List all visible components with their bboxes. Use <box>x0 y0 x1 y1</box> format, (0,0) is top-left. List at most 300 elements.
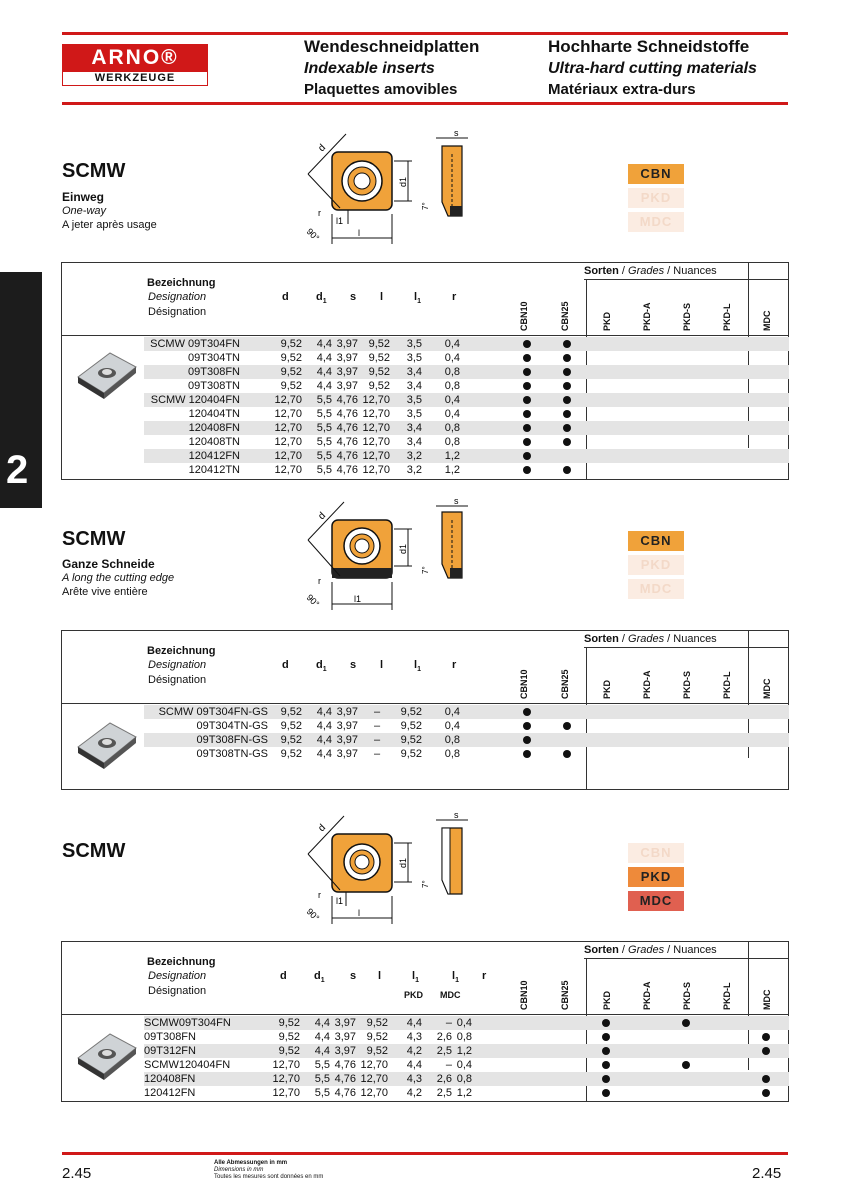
cell-s: 4,76 <box>336 422 358 434</box>
cell-l: 9,52 <box>366 1017 388 1029</box>
sec3-header-rule <box>62 1014 788 1015</box>
s3-badge-mdc: MDC <box>628 891 684 911</box>
cell-r: 0,8 <box>444 366 460 378</box>
cell-s: 3,97 <box>334 1045 356 1057</box>
s3-dim-l1: l1 <box>336 896 344 906</box>
cell-l: 12,70 <box>360 1073 388 1085</box>
table-row <box>144 435 789 449</box>
grade-dot-cbn10 <box>523 708 531 716</box>
cell-r: 0,4 <box>444 338 460 350</box>
col-subscript: 1 <box>322 666 327 674</box>
section1-title: SCMW <box>62 160 126 182</box>
grade-dot-cbn10 <box>523 466 531 474</box>
sec3-grade-pkd-s: PKD-S <box>682 981 692 1010</box>
sorten-de: Sorten <box>584 944 619 956</box>
logo-subtitle: WERKZEUGE <box>62 71 208 86</box>
sec1-col-l1: $l_1$ <box>414 291 421 306</box>
grade-dot-cbn10 <box>523 368 531 376</box>
chapter-number: 2 <box>6 448 29 492</box>
grade-dot-pkd <box>602 1047 610 1055</box>
sec1-grade-cbn25: CBN25 <box>560 301 570 331</box>
cell-d: 9,52 <box>280 352 302 364</box>
cell-l1pkd: 4,3 <box>406 1031 422 1043</box>
cell-d: 12,70 <box>274 394 302 406</box>
sec2-grade-pkd-s: PKD-S <box>682 670 692 699</box>
cell-l1: 3,5 <box>406 394 422 406</box>
s1-angle-90: 90° <box>304 226 322 244</box>
cell-l1: 3,4 <box>406 422 422 434</box>
section3-table <box>61 941 789 1102</box>
cell-l: 12,70 <box>362 436 390 448</box>
cell-l: 9,52 <box>366 1045 388 1057</box>
s1-dim-s: s <box>454 128 459 138</box>
cell-l: 12,70 <box>362 408 390 420</box>
cell-d: 9,52 <box>280 706 302 718</box>
cell-l1: 3,5 <box>406 338 422 350</box>
s2-badge-mdc: MDC <box>628 579 684 599</box>
table-row <box>144 1058 789 1072</box>
s1-dim-l1: l1 <box>336 216 344 226</box>
cell-l: 12,70 <box>362 394 390 406</box>
cell-l: – <box>374 706 381 718</box>
grade-dot-pkd <box>602 1033 610 1041</box>
table-row <box>144 407 789 421</box>
cell-l1mdc: 2,5 <box>436 1045 452 1057</box>
cell-d: 12,70 <box>272 1059 300 1071</box>
sec3-col-d: d <box>280 970 287 982</box>
cell-r: 1,2 <box>456 1087 472 1099</box>
cell-d1: 4,4 <box>316 338 332 350</box>
section2-table <box>61 630 789 790</box>
cell-des: SCMW 09T304FN <box>150 338 240 350</box>
cell-d: 9,52 <box>280 380 302 392</box>
chapter-tab <box>0 272 42 508</box>
page-number-left: 2.45 <box>62 1165 92 1182</box>
s1-dim-d: d <box>316 142 329 155</box>
cell-d1: 4,4 <box>314 1031 330 1043</box>
sec3-bez-de: Bezeichnung <box>147 956 216 968</box>
sec2-header-rule <box>62 703 788 704</box>
s3-angle-7: 7° <box>421 880 430 888</box>
cell-r: 0,8 <box>456 1031 472 1043</box>
sec1-grade-cbn10: CBN10 <box>519 301 529 331</box>
cell-s: 4,76 <box>336 464 358 476</box>
table-row <box>144 705 789 719</box>
cell-s: 4,76 <box>334 1059 356 1071</box>
sec1-col-l: l <box>380 291 384 303</box>
grade-dot-cbn25 <box>563 396 571 404</box>
sec2-grade-cbn25: CBN25 <box>560 669 570 699</box>
section3-insert-drawing <box>290 806 490 932</box>
cell-s: 3,97 <box>336 734 358 746</box>
sec3-grade-cbn10: CBN10 <box>519 980 529 1010</box>
cell-d: 12,70 <box>272 1087 300 1099</box>
sorten-de: Sorten <box>584 633 619 645</box>
sec1-grade-pkd-l: PKD-L <box>722 303 732 331</box>
sec3-sub-mdc: MDC <box>440 990 461 1000</box>
sec2-bez-fr: Désignation <box>148 674 207 686</box>
header-right-en: Ultra-hard cutting materials <box>548 60 757 77</box>
cell-l1mdc: 2,6 <box>436 1073 452 1085</box>
cell-l: 9,52 <box>368 352 390 364</box>
sec2-col-r: r <box>452 659 457 671</box>
cell-des: 09T308TN-GS <box>196 748 268 760</box>
insert-photo <box>70 717 140 773</box>
page-number-right: 2.45 <box>752 1165 782 1182</box>
header-right-fr: Matériaux extra-durs <box>548 81 696 98</box>
sec2-sorten-label: Sorten / Grades / Nuances <box>584 633 717 645</box>
cell-s: 3,97 <box>336 720 358 732</box>
cell-s: 3,97 <box>336 380 358 392</box>
table-row <box>144 1044 789 1058</box>
grade-dot-cbn25 <box>563 354 571 362</box>
sorten-en: Grades <box>628 265 665 277</box>
cell-l1mdc: – <box>445 1017 452 1029</box>
header-left-de: Wendeschneidplatten <box>304 37 480 56</box>
grade-dot-cbn10 <box>523 424 531 432</box>
sec3-col-r: r <box>482 970 487 982</box>
s3-dim-d: d <box>316 822 329 835</box>
cell-d1: 5,5 <box>316 408 332 420</box>
s1-dim-r: r <box>318 208 321 218</box>
section1-insert-drawing <box>290 124 490 254</box>
cell-l1: 9,52 <box>400 748 422 760</box>
sec2-col-l1: $l_1$ <box>414 659 421 674</box>
header-top-rule <box>62 32 788 35</box>
header-bottom-rule <box>62 102 788 105</box>
section2-title: SCMW <box>62 528 126 550</box>
cell-r: 0,4 <box>444 706 460 718</box>
cell-s: 3,97 <box>336 366 358 378</box>
cell-d: 9,52 <box>280 734 302 746</box>
cell-r: 1,2 <box>444 450 460 462</box>
sec3-bez-fr: Désignation <box>148 985 207 997</box>
cell-d1: 5,5 <box>316 464 332 476</box>
s2-dim-s: s <box>454 496 459 506</box>
table-row <box>144 1030 789 1044</box>
sec1-col-d1: $d_1$ <box>316 291 327 306</box>
s2-dim-r: r <box>318 576 321 586</box>
cell-l1mdc: 2,6 <box>436 1031 452 1043</box>
col-subscript: 1 <box>322 298 327 306</box>
sec3-col-d1: $d_1$ <box>314 970 325 985</box>
cell-d1: 4,4 <box>316 748 332 760</box>
cell-d: 9,52 <box>278 1045 300 1057</box>
table-row <box>144 463 789 477</box>
sorten-en: Grades <box>628 633 665 645</box>
grade-dot-cbn10 <box>523 452 531 460</box>
cell-d: 9,52 <box>278 1031 300 1043</box>
s2-dim-l1: l1 <box>354 594 362 604</box>
section2-sub-fr: Arête vive entière <box>62 586 148 598</box>
sec2-grade-pkd: PKD <box>602 679 612 699</box>
s3-dim-l: l <box>358 908 360 918</box>
cell-des: 09T304TN <box>188 352 240 364</box>
insert-photo <box>70 347 140 403</box>
cell-l1mdc: 2,5 <box>436 1087 452 1099</box>
table-row <box>144 393 789 407</box>
cell-d1: 4,4 <box>316 366 332 378</box>
cell-des: 09T308FN <box>144 1031 196 1043</box>
grade-dot-mdc <box>762 1075 770 1083</box>
sorten-de: Sorten <box>584 265 619 277</box>
col-subscript: 1 <box>417 298 421 306</box>
grade-dot-cbn25 <box>563 438 571 446</box>
cell-d1: 5,5 <box>316 394 332 406</box>
grade-dot-cbn25 <box>563 410 571 418</box>
grade-dot-cbn25 <box>563 382 571 390</box>
cell-l1mdc: – <box>445 1059 452 1071</box>
col-subscript: 1 <box>415 977 419 985</box>
footnote <box>214 1160 323 1181</box>
sec3-col-l1pkd: $l_1$ <box>412 970 419 985</box>
cell-r: 0,8 <box>444 734 460 746</box>
cell-l1: 9,52 <box>400 706 422 718</box>
cell-l1pkd: 4,4 <box>406 1017 422 1029</box>
cell-l1: 3,5 <box>406 408 422 420</box>
s1-dim-d1: d1 <box>398 176 408 187</box>
cell-s: 3,97 <box>336 748 358 760</box>
cell-r: 0,4 <box>444 720 460 732</box>
cell-d: 9,52 <box>280 338 302 350</box>
cell-l1pkd: 4,2 <box>406 1045 422 1057</box>
section1-sub-en: One-way <box>62 205 107 217</box>
cell-d1: 5,5 <box>316 450 332 462</box>
cell-des: 120412TN <box>188 464 240 476</box>
sorten-fr: Nuances <box>673 944 717 956</box>
cell-des: 120408FN <box>144 1073 196 1085</box>
table-row <box>144 351 789 365</box>
s1-angle-7: 7° <box>421 202 430 210</box>
sec1-bez-de: Bezeichnung <box>147 277 216 289</box>
sec1-header-rule <box>62 335 788 336</box>
cell-l: 9,52 <box>368 380 390 392</box>
cell-l: 12,70 <box>362 464 390 476</box>
section2-insert-drawing <box>290 494 490 614</box>
insert-photo <box>70 1028 140 1084</box>
grade-dot-cbn10 <box>523 340 531 348</box>
cell-d: 12,70 <box>274 408 302 420</box>
grade-dot-mdc <box>762 1047 770 1055</box>
sec2-grade-cbn10: CBN10 <box>519 669 529 699</box>
section1-sub-de: Einweg <box>62 190 105 204</box>
grade-dot-cbn10 <box>523 354 531 362</box>
grade-dot-cbn10 <box>523 722 531 730</box>
grade-dot-cbn25 <box>563 368 571 376</box>
cell-d: 9,52 <box>280 366 302 378</box>
cell-l: 12,70 <box>360 1059 388 1071</box>
s3-badge-pkd: PKD <box>628 867 684 887</box>
sorten-fr: Nuances <box>673 265 717 277</box>
cell-d1: 4,4 <box>316 380 332 392</box>
cell-d: 12,70 <box>274 450 302 462</box>
col-subscript: 1 <box>455 977 459 985</box>
grade-dot-cbn10 <box>523 396 531 404</box>
cell-l: – <box>374 748 381 760</box>
grade-dot-pkd <box>602 1019 610 1027</box>
section1-table <box>61 262 789 480</box>
cell-l1pkd: 4,3 <box>406 1073 422 1085</box>
grade-dot-cbn10 <box>523 410 531 418</box>
cell-d: 12,70 <box>274 422 302 434</box>
cell-des: 120412FN <box>188 450 240 462</box>
sec3-col-s: s <box>350 970 357 982</box>
s2-badge-cbn: CBN <box>628 531 684 551</box>
s2-badge-pkd: PKD <box>628 555 684 575</box>
sec3-bez-en: Designation <box>148 970 207 982</box>
table-row <box>144 733 789 747</box>
sec2-grade-pkd-a: PKD-A <box>642 670 652 699</box>
grade-dot-pkd-s <box>682 1019 690 1027</box>
s1-dim-l: l <box>358 228 360 238</box>
sec3-col-l: l <box>378 970 382 982</box>
sec3-sorten-rule <box>584 958 788 959</box>
cell-d1: 4,4 <box>316 720 332 732</box>
grade-dot-pkd <box>602 1075 610 1083</box>
cell-s: 3,97 <box>336 706 358 718</box>
footnote-fr: Toutes les mesures sont données en mm <box>214 1174 324 1180</box>
cell-des: 09T312FN <box>144 1045 196 1057</box>
cell-l1: 3,5 <box>406 352 422 364</box>
grade-dot-mdc <box>762 1089 770 1097</box>
cell-d: 12,70 <box>272 1073 300 1085</box>
arno-logo <box>62 44 208 88</box>
grade-dot-cbn25 <box>563 750 571 758</box>
cell-l: 9,52 <box>368 366 390 378</box>
table-row <box>144 1086 789 1100</box>
cell-r: 0,4 <box>456 1059 472 1071</box>
cell-d1: 4,4 <box>316 706 332 718</box>
grade-dot-cbn10 <box>523 750 531 758</box>
s2-dim-d1: d1 <box>398 543 408 554</box>
cell-s: 3,97 <box>336 352 358 364</box>
cell-s: 4,76 <box>336 450 358 462</box>
cell-des: 120408FN <box>188 422 240 434</box>
grade-dot-cbn10 <box>523 736 531 744</box>
sec3-grade-pkd: PKD <box>602 990 612 1010</box>
cell-d1: 4,4 <box>314 1017 330 1029</box>
s3-dim-s: s <box>454 810 459 820</box>
footnote-de: Alle Abmessungen in mm <box>214 1160 288 1166</box>
cell-r: 0,8 <box>444 436 460 448</box>
header-right-de: Hochharte Schneidstoffe <box>548 37 750 56</box>
grade-dot-cbn10 <box>523 438 531 446</box>
grade-dot-pkd-s <box>682 1061 690 1069</box>
cell-d1: 5,5 <box>314 1059 330 1071</box>
table-row <box>144 1072 789 1086</box>
grade-dot-cbn25 <box>563 466 571 474</box>
cell-d1: 4,4 <box>314 1045 330 1057</box>
cell-l: – <box>374 720 381 732</box>
cell-des: 120412FN <box>144 1087 196 1099</box>
cell-l1: 3,2 <box>406 464 422 476</box>
logo-wordmark: ARNO® <box>62 44 208 71</box>
footnote-en: Dimensions in mm <box>214 1167 264 1173</box>
s2-angle-90: 90° <box>304 592 322 610</box>
s3-dim-d1: d1 <box>398 857 408 868</box>
s1-badge-mdc: MDC <box>628 212 684 232</box>
sec2-col-d1: $d_1$ <box>316 659 327 674</box>
cell-d1: 4,4 <box>316 734 332 746</box>
table-row <box>144 379 789 393</box>
cell-d: 12,70 <box>274 464 302 476</box>
table-row <box>144 365 789 379</box>
table-row <box>144 747 789 761</box>
cell-r: 0,4 <box>456 1017 472 1029</box>
cell-r: 0,8 <box>456 1073 472 1085</box>
sorten-en: Grades <box>628 944 665 956</box>
cell-s: 4,76 <box>336 408 358 420</box>
cell-r: 0,8 <box>444 422 460 434</box>
grade-dot-cbn25 <box>563 424 571 432</box>
cell-s: 3,97 <box>334 1031 356 1043</box>
table-row <box>144 1016 789 1030</box>
cell-l1pkd: 4,2 <box>406 1087 422 1099</box>
header-left-fr: Plaquettes amovibles <box>304 81 458 98</box>
sec2-col-d: d <box>282 659 289 671</box>
cell-l1: 3,4 <box>406 380 422 392</box>
cell-des: SCMW 120404FN <box>150 394 240 406</box>
cell-s: 4,76 <box>336 394 358 406</box>
sec1-grade-mdc: MDC <box>762 310 772 331</box>
sec1-sorten-label: Sorten / Grades / Nuances <box>584 265 717 277</box>
cell-s: 4,76 <box>336 436 358 448</box>
cell-d1: 5,5 <box>314 1073 330 1085</box>
sec1-sorten-rule <box>584 279 788 280</box>
sec1-grade-pkd-s: PKD-S <box>682 302 692 331</box>
footer-rule <box>62 1152 788 1155</box>
grade-dot-cbn25 <box>563 340 571 348</box>
sec1-bez-en: Designation <box>148 291 207 303</box>
cell-d1: 5,5 <box>316 422 332 434</box>
s2-dim-d: d <box>316 510 329 523</box>
sec3-col-l1mdc: $l_1$ <box>452 970 459 985</box>
sec2-col-s: s <box>350 659 357 671</box>
cell-r: 1,2 <box>444 464 460 476</box>
cell-l1: 3,4 <box>406 366 422 378</box>
cell-l: – <box>374 734 381 746</box>
cell-d1: 4,4 <box>316 352 332 364</box>
s3-dim-r: r <box>318 890 321 900</box>
cell-d: 9,52 <box>280 720 302 732</box>
sec2-bez-de: Bezeichnung <box>147 645 216 657</box>
sec1-grade-pkd-a: PKD-A <box>642 302 652 331</box>
cell-l1: 9,52 <box>400 720 422 732</box>
cell-d: 12,70 <box>274 436 302 448</box>
cell-l: 9,52 <box>368 338 390 350</box>
cell-l1pkd: 4,4 <box>406 1059 422 1071</box>
cell-l: 12,70 <box>360 1087 388 1099</box>
cell-d: 9,52 <box>278 1017 300 1029</box>
sec1-col-s: s <box>350 291 357 303</box>
cell-r: 0,4 <box>444 352 460 364</box>
sec2-col-l: l <box>380 659 384 671</box>
cell-des: 09T308TN <box>188 380 240 392</box>
grade-dot-mdc <box>762 1033 770 1041</box>
sec1-col-d: d <box>282 291 289 303</box>
cell-l: 12,70 <box>362 422 390 434</box>
grade-dot-cbn25 <box>563 722 571 730</box>
cell-d1: 5,5 <box>314 1087 330 1099</box>
cell-d: 9,52 <box>280 748 302 760</box>
s3-badge-cbn: CBN <box>628 843 684 863</box>
table-row <box>144 337 789 351</box>
cell-des: SCMW09T304FN <box>144 1017 231 1029</box>
sec3-grade-mdc: MDC <box>762 989 772 1010</box>
cell-s: 4,76 <box>334 1087 356 1099</box>
cell-l1: 3,4 <box>406 436 422 448</box>
s1-badge-pkd: PKD <box>628 188 684 208</box>
